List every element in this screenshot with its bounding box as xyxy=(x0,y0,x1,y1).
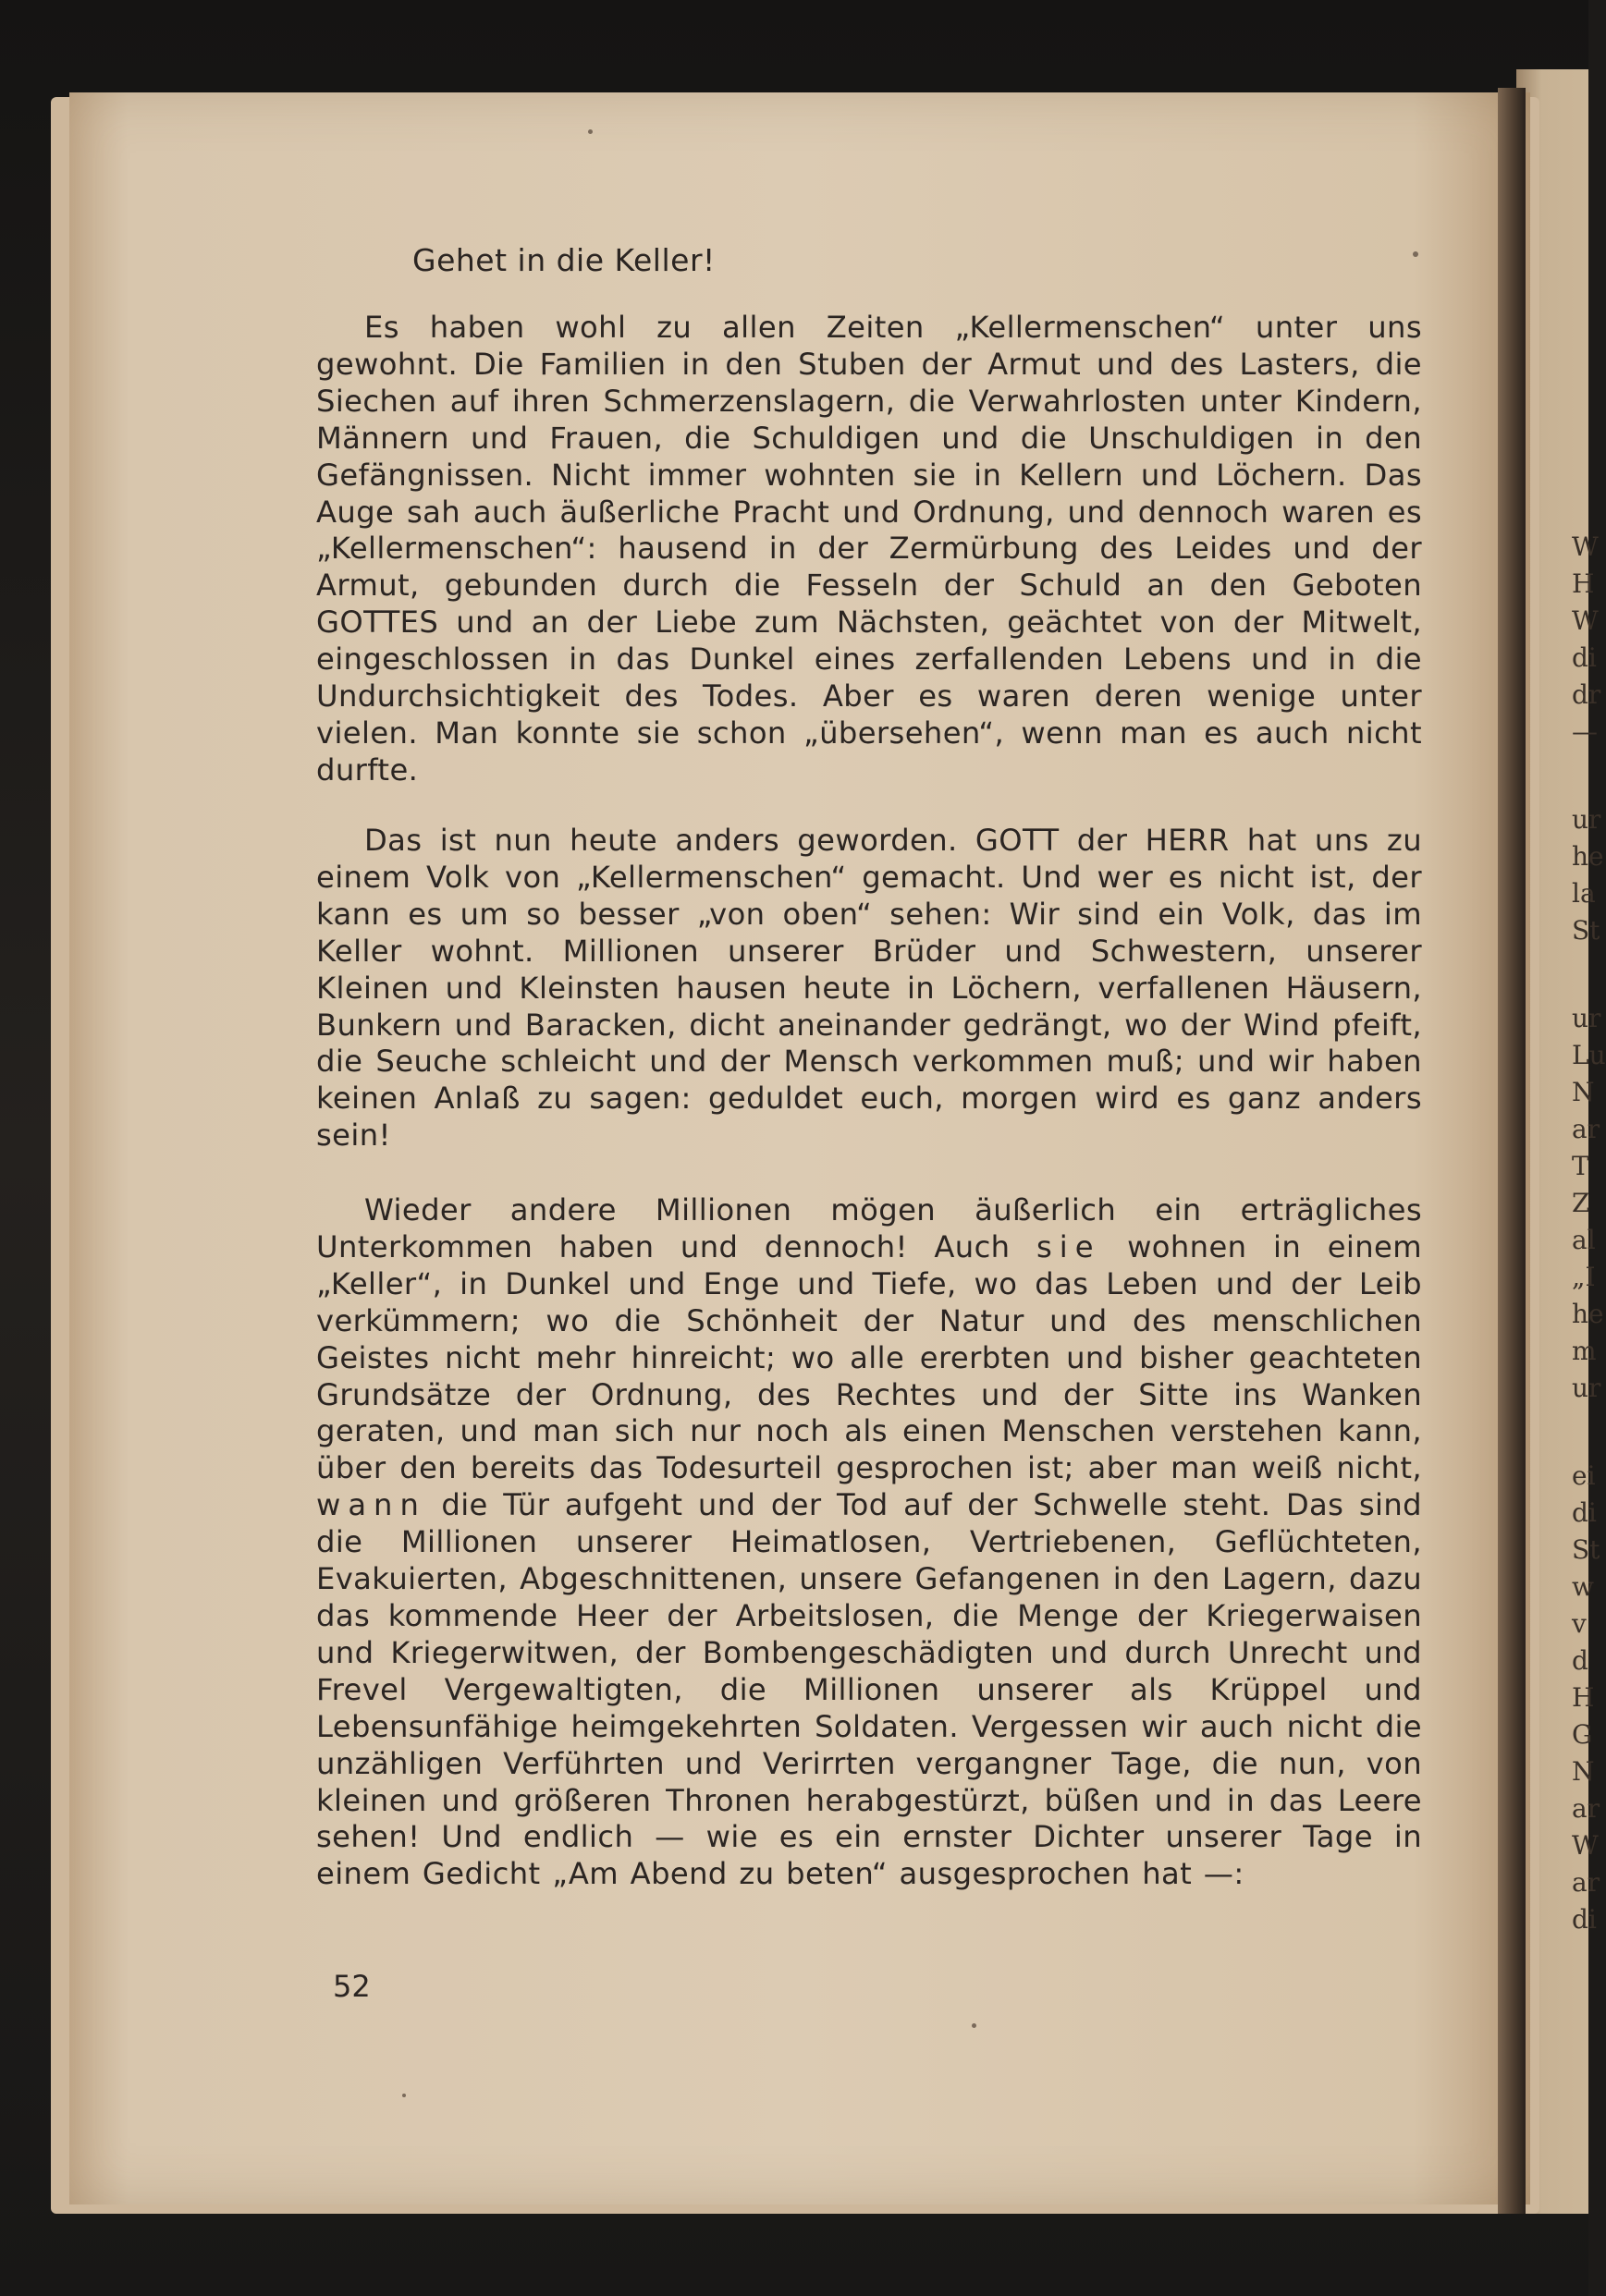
paper-speck xyxy=(588,129,593,134)
facing-page-fragment: he xyxy=(1572,841,1604,872)
facing-page-fragment: ar xyxy=(1572,1867,1600,1898)
paragraph-3-text-end: die Tür aufgeht und der Tod auf der Schwelle steht. Das sind die Millionen unserer Heimatlosen, Vertriebenen, Geflüchteten, Evakuierten, Abgeschnittenen, unsere Gefangenen in den Lagern, dazu das kommende Heer der Arbeitslosen, die Menge der Kriegerwaisen und Kriegerwitwen, der Bombengeschädigten und durch Unrecht und Frevel Vergewaltigten, die Millionen unserer als Krüppel und Lebensunfähige heimgekehrten Soldaten. Vergessen wir auch nicht die unzähligen Verführten und Verirrten vergangner Tage, die nun, von kleinen und größeren Thronen herabgestürzt, büßen und in das Leere sehen! Und endlich — wie es ein ernster Dichter unserer Tage in einem Gedicht „Am Abend zu beten“ ausgesprochen hat —: xyxy=(316,1487,1422,1892)
emphasis-sie: sie xyxy=(1036,1228,1101,1264)
facing-page-fragment: G xyxy=(1572,1719,1593,1750)
facing-page-fragment: W xyxy=(1572,605,1599,636)
facing-page-fragment: la xyxy=(1572,878,1596,909)
facing-page-fragment: ur xyxy=(1572,1373,1601,1403)
paper-speck xyxy=(972,2023,976,2028)
facing-page-fragment: ur xyxy=(1572,1003,1601,1033)
page-number: 52 xyxy=(333,1969,371,2004)
paragraph-1 xyxy=(316,310,1422,790)
facing-page-fragment: d xyxy=(1572,1645,1588,1676)
paragraph-3 xyxy=(316,1192,1422,1941)
facing-page-fragment: W xyxy=(1572,1830,1599,1861)
facing-page-fragment: ur xyxy=(1572,804,1601,835)
facing-page-fragment: St xyxy=(1572,915,1600,946)
facing-page-fragment: H xyxy=(1572,1682,1595,1713)
facing-page-fragment: ar xyxy=(1572,1793,1600,1824)
facing-page-fragment: Lu xyxy=(1572,1040,1606,1070)
chapter-heading: Gehet in die Keller! xyxy=(412,242,716,278)
facing-page-fragment: he xyxy=(1572,1299,1604,1329)
paragraph-2 xyxy=(316,823,1422,1165)
facing-page-fragment: N xyxy=(1572,1077,1595,1107)
book-gutter xyxy=(1498,88,1526,2214)
facing-page-fragment: v xyxy=(1572,1608,1587,1639)
facing-page-fragment: W xyxy=(1572,531,1599,562)
paper-speck xyxy=(402,2094,406,2097)
paragraph-2-text: Das ist nun heute anders geworden. GOTT der HERR hat uns zu einem Volk von „Kellermenschen“ gemacht. Und wer es nicht ist, der kann es um so besser „von oben“ sehen: Wir sind ein Volk, das im Keller wohnt. Millionen unserer Brüder und Schwestern, unserer Kleinen und Kleinsten hausen heute in Löchern, verfallenen Häusern, Bunkern und Baracken, dicht aneinander gedrängt, wo der Wind pfeift, die Seuche schleicht und der Mensch verkommen muß; und wir haben keinen Anlaß zu sagen: geduldet euch, morgen wird es ganz anders sein! xyxy=(316,823,1422,1154)
facing-page-fragment: di xyxy=(1572,1904,1597,1935)
facing-page-fragment: „I xyxy=(1572,1262,1596,1292)
paper-speck xyxy=(1413,251,1418,257)
paragraph-3-text-mid: wohnen in einem „Keller“, in Dunkel und Enge und Tiefe, wo das Leben und der Leib verkümmern; wo die Schönheit der Natur und des menschlichen Geistes nicht mehr hinreicht; wo alle ererbten und bisher geachteten Grundsätze der Ordnung, des Rechtes und der Sitte ins Wanken geraten, und man sich nur noch als einen Menschen verstehen kann, über den bereits das Todesurteil gesprochen ist; aber man weiß nicht, xyxy=(316,1228,1422,1486)
facing-page-fragment: T xyxy=(1572,1151,1589,1181)
facing-page-fragment: di xyxy=(1572,642,1597,673)
facing-page-fragment: di xyxy=(1572,1497,1597,1528)
facing-page-fragment: H xyxy=(1572,568,1595,599)
facing-page-fragment: w xyxy=(1572,1571,1594,1602)
facing-page-fragment: Z xyxy=(1572,1188,1590,1218)
paragraph-3-text-start: Wieder andere Millionen mögen äußerlich ein erträgliches Unterkommen haben und dennoch! Auch xyxy=(316,1192,1422,1264)
facing-page-fragment: N xyxy=(1572,1756,1595,1787)
facing-page-fragment: m xyxy=(1572,1336,1597,1366)
facing-page-fragment: dr xyxy=(1572,679,1601,710)
facing-page-fragment: — xyxy=(1572,716,1598,747)
facing-page-fragment: St xyxy=(1572,1534,1600,1565)
emphasis-wann: wann xyxy=(316,1487,426,1523)
facing-page-fragment: ei xyxy=(1572,1460,1596,1491)
facing-page-fragment: al xyxy=(1572,1225,1596,1255)
facing-page-fragment: ar xyxy=(1572,1114,1600,1144)
paragraph-1-text: Es haben wohl zu allen Zeiten „Kellermenschen“ unter uns gewohnt. Die Familien in den Stuben der Armut und des Lasters, die Siechen auf ihren Schmerzenslagern, die Verwahrlosten unter Kindern, Männern und Frauen, die Schuldigen und die Unschuldigen in den Gefängnissen. Nicht immer wohnten sie in Kellern und Löchern. Das Auge sah auch äußerliche Pracht und Ordnung, und dennoch waren es „Kellermenschen“: hausend in der Zermürbung des Leides und der Armut, gebunden durch die Fesseln der Schuld an den Geboten GOTTES und an der Liebe zum Nächsten, geächtet von der Mitwelt, eingeschlossen in das Dunkel eines zerfallenden Lebens und in die Undurchsichtigkeit des Todes. Aber es waren deren wenige unter vielen. Man konnte sie schon „übersehen“, wenn man es auch nicht durfte. xyxy=(316,310,1422,788)
